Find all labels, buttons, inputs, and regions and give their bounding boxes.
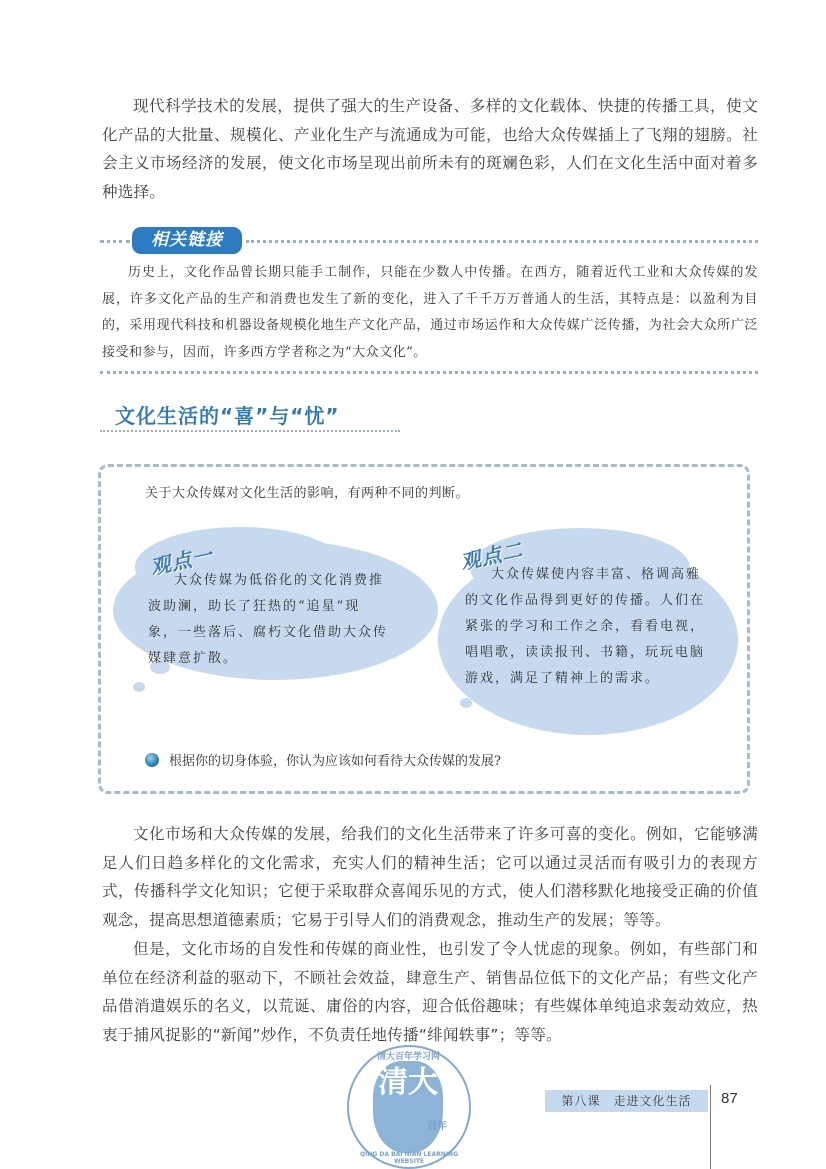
activity-question bbox=[145, 750, 501, 769]
watermark-top-text: 清大百年学习网 bbox=[377, 1052, 441, 1062]
viewpoint1-text: 大众传媒为低俗化的文化消费推波助澜，助长了狂热的“追星”现象，一些落后、腐朽文化借助大众传媒肆意扩散。 bbox=[148, 573, 389, 666]
related-link-badge: 相关链接 bbox=[132, 227, 242, 254]
thought-bubble bbox=[460, 698, 472, 708]
question-text: 根据你的切身体验，你认为应该如何看待大众传媒的发展? bbox=[169, 754, 501, 769]
watermark-bottom-text: QING DA BAI NIAN LEARNING WEBSITE bbox=[359, 1151, 458, 1165]
related-link-text: 历史上，文化作品曾长期只能手工制作，只能在少数人中传播。在西方，随着近代工业和大众传媒的发展，许多文化产品的生产和消费也发生了新的变化，进入了千千万万普通人的生活，其特点是：以盈利为目的，采用现代科技和机器设备规模化地生产文化产品，通过市场运作和大众传媒广泛传播，为社会大众所广泛接受和参与，因而，许多西方学者称之为“大众文化”。 bbox=[102, 265, 758, 360]
viewpoint2-title: 观点二 bbox=[458, 537, 526, 575]
watermark-side-text: 百年 bbox=[427, 1121, 447, 1132]
watermark-center: 清大 bbox=[373, 1061, 443, 1153]
dotted-divider bbox=[246, 240, 758, 243]
thought-bubble bbox=[133, 682, 145, 692]
section-title-underline bbox=[100, 430, 400, 432]
page-number: 87 bbox=[721, 1090, 738, 1107]
viewpoint2-text: 大众传媒使内容丰富、格调高雅的文化作品得到更好的传播。人们在紧张的学习和工作之余，看看电视，唱唱歌，读读报刊、书籍，玩玩电脑游戏，满足了精神上的需求。 bbox=[465, 567, 706, 686]
intro-paragraph: 现代科学技术的发展，提供了强大的生产设备、多样的文化载体、快捷的传播工具，使文化产品的大批量、规模化、产业化生产与流通成为可能，也给大众传媒插上了飞翔的翅膀。社会主义市场经济的发展，使文化市场呈现出前所未有的斑斓色彩，人们在文化生活中面对着多种选择。 bbox=[102, 97, 758, 201]
body-paragraph-2: 但是，文化市场的自发性和传媒的商业性，也引发了令人忧虑的现象。例如，有些部门和单位在经济利益的驱动下，不顾社会效益，肆意生产、销售品位低下的文化产品；有些文化产品借消遣娱乐的名义，以荒诞、庸俗的内容，迎合低俗趣味；有些媒体单纯追求轰动效应，热衷于捕风捉影的“新闻”炒作，不负责任地传播“绯闻轶事”；等等。 bbox=[102, 940, 758, 1044]
activity-prompt: 关于大众传媒对文化生活的影响，有两种不同的判断。 bbox=[145, 486, 470, 501]
footer-rule bbox=[710, 1085, 711, 1169]
body-paragraph-1: 文化市场和大众传媒的发展，给我们的文化生活带来了许多可喜的变化。例如，它能够满足人们日趋多样化的文化需求，充实人们的精神生活；它可以通过灵活而有吸引力的表现方式，传播科学文化知识；它便于采取群众喜闻乐见的方式，使人们潜移默化地接受正确的价值观念，提高思想道德素质；它易于引导人们的消费观念，推动生产的发展；等等。 bbox=[102, 825, 758, 929]
watermark-stamp bbox=[347, 1045, 471, 1169]
dotted-divider bbox=[100, 371, 758, 374]
dotted-divider bbox=[100, 240, 130, 243]
question-bullet-icon bbox=[145, 753, 159, 767]
section-title: 文化生活的“喜”与“忧” bbox=[115, 404, 340, 428]
chapter-footer: 第八课 走进文化生活 bbox=[545, 1090, 708, 1112]
viewpoint1-title: 观点一 bbox=[148, 542, 216, 580]
